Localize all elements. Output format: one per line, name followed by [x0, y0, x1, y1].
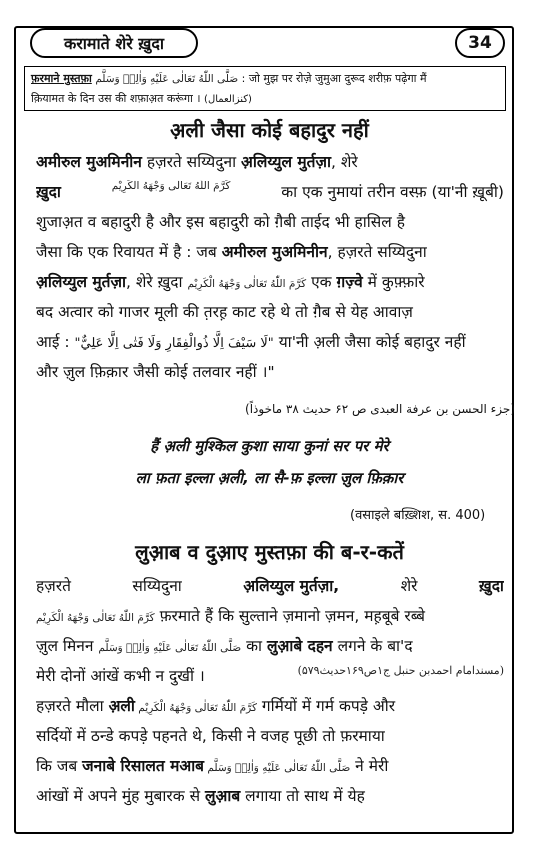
s1-line-2 — [36, 180, 504, 202]
s2-l3-a: ज़ुल मिनन — [36, 637, 99, 655]
s1-l5-a: अ़लिय्युल मुर्तज़ा — [36, 273, 126, 291]
s2-line-1 — [36, 574, 504, 596]
s2-line-2 — [36, 604, 504, 626]
s1-line-6 — [36, 300, 504, 322]
s2-l5-a: हज़रते मौला — [36, 697, 109, 715]
s2-l1-b: सय्यिदुना — [132, 577, 182, 595]
s2-l5-b: अ़ली — [108, 697, 135, 715]
s1-line-5 — [36, 270, 504, 292]
s2-l2-b: फ़रमाते हैं कि सुल्ताने ज़मानो ज़मन, मह़बूबे रब्बे — [154, 607, 426, 625]
section1-title: अ़ली जैसा कोई बहादुर नहीं — [170, 118, 369, 142]
s1-l4-c: , हज़रते सय्यिदुना — [327, 243, 427, 261]
s2-l2-a: كَرَّمَ اللّٰهُ تَعَالٰى وَجْهَهُ الْكَرِيْم — [36, 612, 155, 624]
s2-l3-b: صَلَّى اللّٰهُ تَعَالٰى عَلَيْهِ وَاٰلِهٖ وَسَلَّم — [98, 642, 242, 654]
couplet-source: (वसाइले बख़्शिश, स. 400) — [350, 508, 486, 523]
s2-l1-e: ख़ुदा — [479, 577, 504, 595]
s1-l4-b: अमीरुल मुअमिनीन — [221, 243, 328, 261]
s2-l3-d: लुआ़बे दहन — [267, 637, 333, 655]
hadith-text-2: क़ियामत के दिन उस की शफ़ाअ़त करूंगा । — [31, 92, 201, 105]
s1-l8-a: और ज़ुल फ़िक़ार जैसी कोई तलवार नहीं ।" — [36, 363, 275, 381]
couplet-line-2: ला फ़ता इल्ला अ़ली, ला सै-फ़ इल्ला ज़ुल फ़िक़ार — [135, 469, 404, 487]
s2-l8-b: लुआ़ब — [204, 787, 241, 805]
s2-line-7 — [36, 754, 504, 776]
s1-l4-a: जैसा कि एक रिवायत में है : जब — [36, 243, 222, 261]
s1-l7-c: या'नी अ़ली जैसा कोई बहादुर नहीं — [273, 333, 466, 351]
hadith-salutation: صَلَّى اللّٰهُ تَعَالٰى عَلَيْهِ وَاٰلِهٖ وَسَلَّم — [95, 73, 239, 85]
s1-l1-b: हज़रते सय्यिदुना — [141, 153, 242, 171]
s2-l7-a: कि जब — [36, 757, 83, 775]
s2-l5-c: كَرَّمَ اللّٰهُ تَعَالٰى وَجْهَهُ الْكَرِيْم — [134, 702, 257, 714]
s2-l8-a: आंखों में अपने मुंह मुबारक से — [36, 787, 205, 805]
hadith-label: फ़रमाने मुस्तफ़ा — [31, 72, 92, 85]
s2-l3-c: का — [241, 637, 267, 655]
s1-l2-a: ख़ुदा — [36, 183, 61, 201]
s1-l6-a: बद अत्वार को गाजर मूली की त़रह़ काट रहे थे तो ग़ैब से येह आवाज़ — [36, 303, 413, 321]
s2-line-6 — [36, 724, 504, 746]
s1-l1-d: , शेरे — [331, 153, 358, 171]
s1-line-1 — [36, 150, 504, 172]
s2-l7-b: जनाबे रिसालत मआब — [82, 757, 205, 775]
couplet-line-1: हैं अ़ली मुश्किल कुशा साया कुनां सर पर मेरे — [150, 437, 389, 455]
s2-l1-c: अ़लिय्युल मुर्तज़ा, — [243, 577, 340, 595]
s2-l4-a: मेरी दोनों आंखें कभी न दुखीं । — [36, 667, 205, 685]
hadith-line-1 — [31, 69, 499, 89]
s1-l7-b: "لَا سَيْفَ اِلَّا ذُوالْفِقَارِ وَلَا فَتٰى اِلَّا عَلِيٌّ" — [74, 336, 274, 351]
s2-l3-e: लगने के बा'द — [332, 637, 413, 655]
s2-l8-c: लगाया तो साथ में येह — [240, 787, 365, 805]
s2-line-8 — [36, 784, 504, 806]
s1-l5-e: ग़ज़्वे — [336, 273, 363, 291]
section2-title: लुआ़ब व दुआ़ए मुस्तफ़ा की ब-र-कतें — [135, 540, 404, 564]
s2-l7-d: ने मेरी — [350, 757, 389, 775]
s2-l5-d: गर्मियों में गर्म कपड़े और — [256, 697, 396, 715]
s1-l1-c: अ़लिय्युल मुर्तज़ा — [241, 153, 331, 171]
hadith-line-2 — [31, 89, 499, 109]
s2-l1-a: हज़रते — [36, 577, 71, 595]
book-title: करामाते शेरे ख़ुदा — [30, 28, 198, 58]
hadith-ref: (کنزالعمال) — [204, 94, 252, 105]
s2-line-4 — [36, 664, 504, 686]
page-number: 34 — [455, 28, 505, 58]
s1-source: (جزء الحسن بن عرفة العبدی ص ۶۲ حدیث ۳۸ ماخوذاً) — [245, 402, 515, 416]
s1-line-4 — [36, 240, 504, 262]
s1-line-7 — [36, 330, 504, 352]
s1-l5-c: كَرَّمَ اللّٰهُ تَعَالٰى وَجْهَهُ الْكَرِيْم — [187, 278, 307, 290]
s1-l1-a: अमीरुल मुअमिनीन — [36, 153, 142, 171]
s1-l7-a: आई : — [36, 333, 75, 351]
s1-l2-b: كَرَّمَ اللّٰهُ تَعَالٰى وَجْهَهُ الْكَرِيْم — [111, 180, 231, 192]
s1-l3-a: शुजाअ़त व बहादुरी है और इस बहादुरी को ग़ैबी ताईद भी हासिल है — [36, 213, 405, 231]
s1-l5-d: एक — [306, 273, 337, 291]
s1-l2-c: का एक नुमायां तरीन वस्फ़ (या'नी ख़ूबी) — [281, 183, 504, 201]
s2-line-3 — [36, 634, 504, 656]
s2-l7-c: صَلَّى اللّٰهُ تَعَالٰى عَلَيْهِ وَاٰلِهٖ وَسَلَّم — [204, 762, 351, 774]
s2-l6-a: सर्दियों में ठन्डे कपड़े पहनते थे, किसी ने वजह पूछी तो फ़रमाया — [36, 727, 385, 745]
s2-line-5 — [36, 694, 504, 716]
s2-l1-d: शेरे — [400, 577, 418, 595]
s2-l4-ref: (مسندامام احمدبن حنبل ج۱ص۱۶۹حدیث۵۷۹) — [297, 664, 504, 677]
hadith-text-1: : जो मुझ पर रोज़े जुमुआ दुरूद शरीफ़ पढ़ेगा मैं — [241, 72, 427, 85]
s1-l5-b: , शेरे ख़ुदा — [125, 273, 188, 291]
s1-l5-f: में कुफ़्फ़ारे — [362, 273, 425, 291]
s1-line-3 — [36, 210, 504, 232]
s1-line-8 — [36, 360, 504, 382]
hadith-box — [24, 66, 506, 111]
